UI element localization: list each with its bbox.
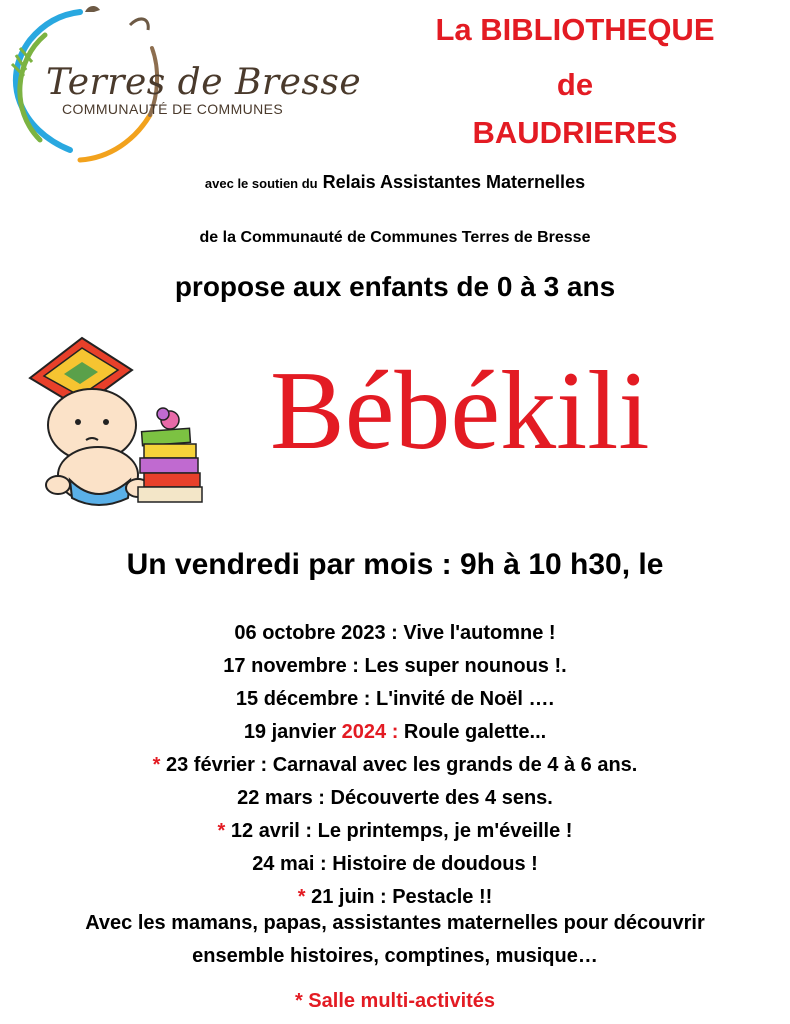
logo-subtitle: COMMUNAUTÉ DE COMMUNES (62, 101, 284, 117)
list-item (0, 881, 790, 914)
list-item (0, 716, 790, 749)
event-text: 15 décembre : L'invité de Noël …. (235, 688, 555, 710)
schedule-line: Un vendredi par mois : 9h à 10 h30, le (126, 548, 664, 581)
terres-de-bresse-logo (0, 0, 360, 170)
list-item (0, 683, 790, 716)
list-item (0, 848, 790, 881)
support-name: Relais Assistantes Maternelles (322, 172, 586, 192)
event-title: Bébékili (270, 349, 650, 473)
offer-line: propose aux enfants de 0 à 3 ans (174, 271, 616, 302)
asterisk: * (297, 886, 306, 908)
list-item (0, 650, 790, 683)
event-text: 24 mai : Histoire de doudous ! (252, 853, 538, 875)
list-item (0, 782, 790, 815)
support-line (0, 172, 790, 193)
event-text-after: Roule galette... (398, 721, 547, 743)
support-community: de la Communauté de Communes Terres de Bresse (199, 229, 591, 246)
event-text: 23 février : Carnaval avec les grands de 4 à 6 ans. (160, 754, 638, 776)
logo-name: Terres de Bresse (46, 62, 362, 103)
list-item (0, 749, 790, 782)
event-list (0, 617, 790, 914)
asterisk: * (217, 820, 226, 842)
closing-line-1: Avec les mamans, papas, assistantes maternelles pour découvrir (85, 912, 705, 934)
baby-with-books-illustration (20, 330, 215, 515)
event-year: 2024 : (341, 721, 399, 743)
event-text: 17 novembre : Les super nounous !. (223, 655, 567, 677)
event-text: 22 mars : Découverte des 4 sens. (237, 787, 553, 809)
title-line-3: BAUDRIERES (472, 115, 678, 150)
list-item (0, 815, 790, 848)
baby-illustration-icon (20, 330, 215, 515)
title-line-2: de (556, 67, 594, 102)
event-text: 12 avril : Le printemps, je m'éveille ! (225, 820, 573, 842)
closing-line-2: ensemble histoires, comptines, musique… (192, 945, 598, 967)
support-prefix: avec le soutien du (204, 176, 318, 191)
footnote: * Salle multi-activités (294, 990, 496, 1012)
title-line-1: La BIBLIOTHEQUE (435, 12, 715, 47)
event-text: 21 juin : Pestacle !! (305, 886, 493, 908)
asterisk: * (152, 754, 161, 776)
event-text: 19 janvier (243, 721, 342, 743)
list-item (0, 617, 790, 650)
event-text: 06 octobre 2023 : Vive l'automne ! (234, 622, 556, 644)
